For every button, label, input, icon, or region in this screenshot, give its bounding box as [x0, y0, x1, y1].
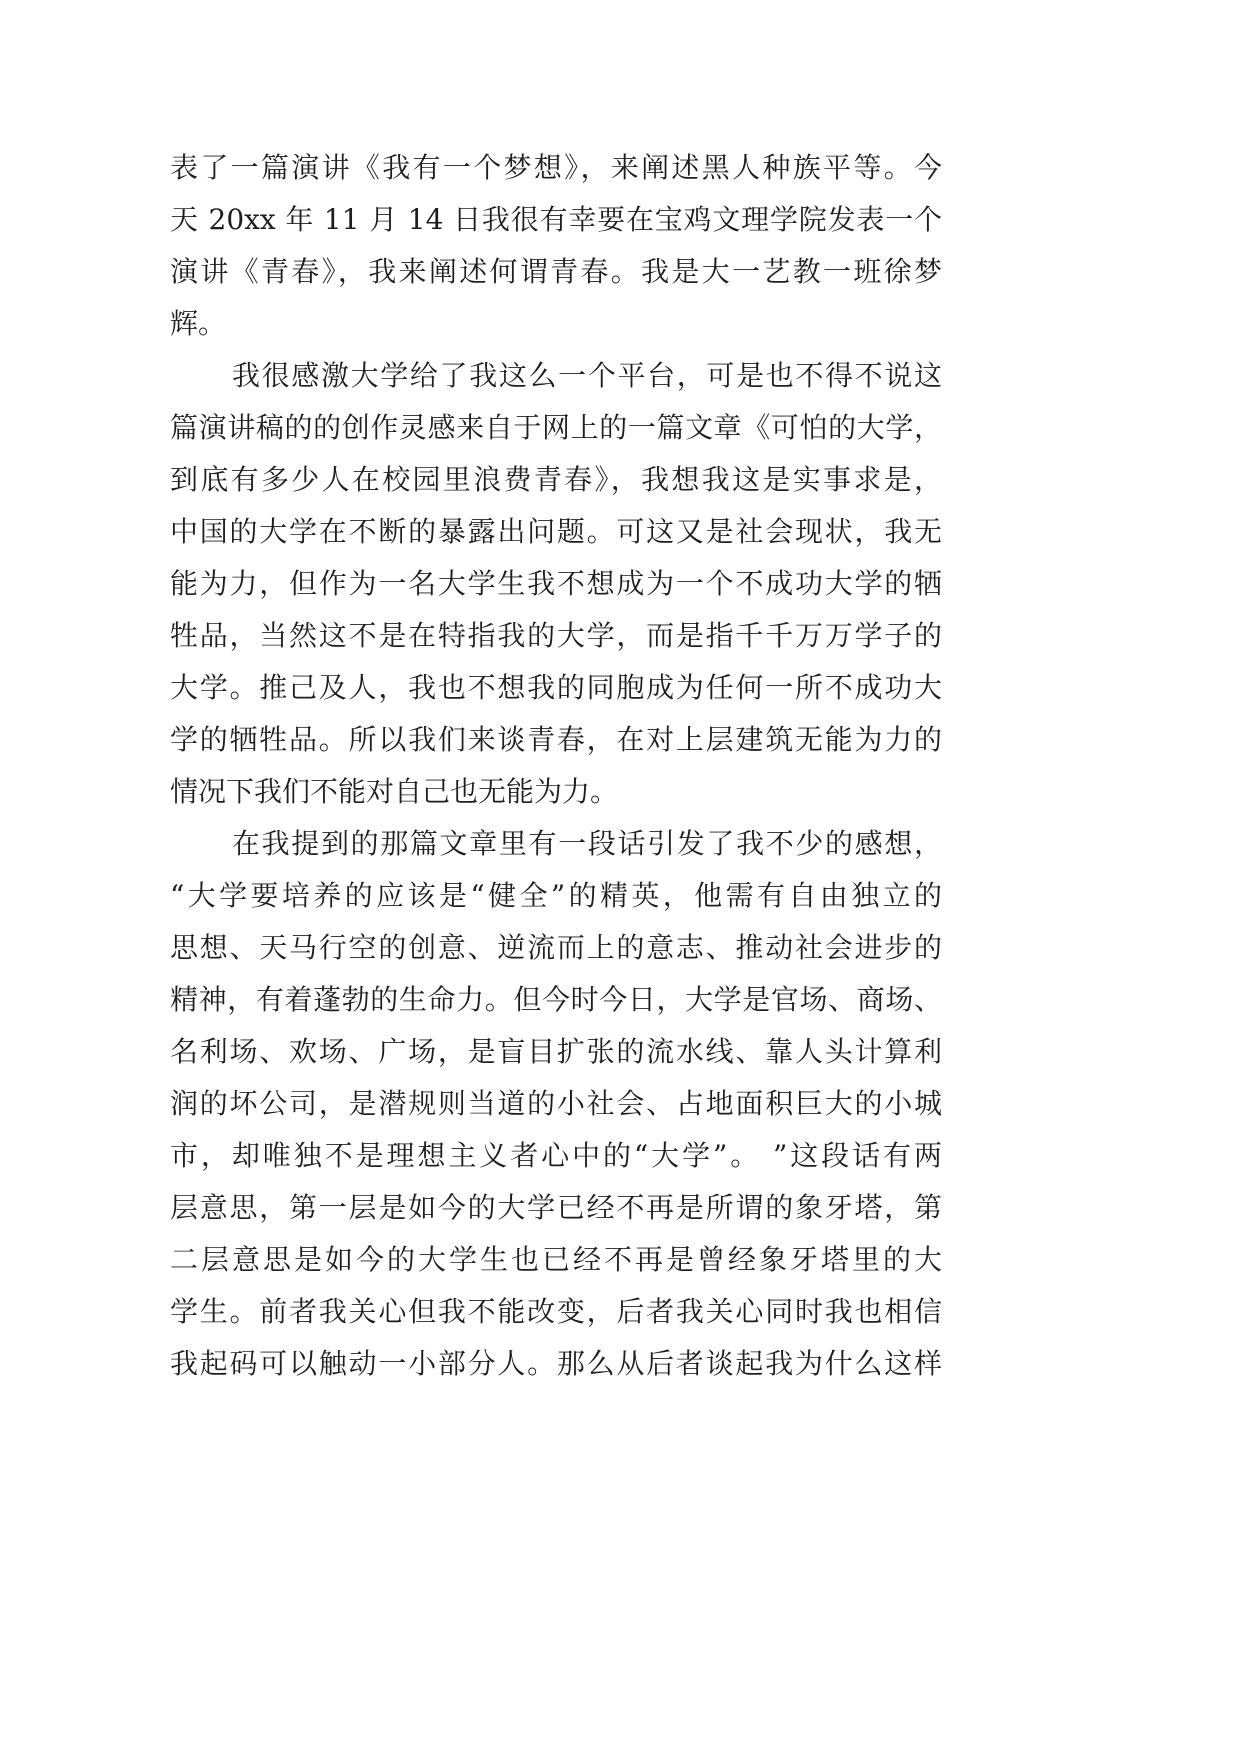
text-line: 名利场、欢场、广场，是盲目扩张的流水线、靠人头计算利 [170, 1035, 942, 1068]
text-line: 牲品，当然这不是在特指我的大学，而是指千千万万学子的 [170, 619, 942, 652]
text-line: 层意思，第一层是如今的大学已经不再是所谓的象牙塔，第 [170, 1191, 942, 1224]
text-line: 精神，有着蓬勃的生命力。但今时今日，大学是官场、商场、 [170, 983, 942, 1016]
text-line: 篇演讲稿的的创作灵感来自于网上的一篇文章《可怕的大学， [170, 411, 942, 444]
text-line: 辉。 [170, 307, 227, 340]
text-line: 我起码可以触动一小部分人。那么从后者谈起我为什么这样 [170, 1347, 942, 1380]
text-line: 情况下我们不能对自己也无能为力。 [170, 775, 619, 808]
text-line: 天 20xx 年 11 月 14 日我很有幸要在宝鸡文理学院发表一个 [170, 203, 942, 236]
text-line: 到底有多少人在校园里浪费青春》，我想我这是实事求是， [170, 463, 942, 496]
document-body [170, 142, 942, 1390]
text-line: 能为力，但作为一名大学生我不想成为一个不成功大学的牺 [170, 567, 942, 600]
text-line: 市，却唯独不是理想主义者心中的“大学”。 ”这段话有两 [170, 1139, 942, 1172]
text-line: 润的坏公司，是潜规则当道的小社会、占地面积巨大的小城 [170, 1087, 942, 1120]
text-line: “大学要培养的应该是“健全”的精英，他需有自由独立的 [170, 879, 942, 912]
text-line: 表了一篇演讲《我有一个梦想》，来阐述黑人种族平等。今 [170, 151, 942, 184]
text-line: 思想、天马行空的创意、逆流而上的意志、推动社会进步的 [170, 931, 942, 964]
text-line: 学的牺牲品。所以我们来谈青春，在对上层建筑无能为力的 [170, 723, 942, 756]
paragraph-3 [170, 818, 942, 1390]
text-line: 中国的大学在不断的暴露出问题。可这又是社会现状，我无 [170, 515, 942, 548]
text-line: 学生。前者我关心但我不能改变，后者我关心同时我也相信 [170, 1295, 942, 1328]
text-line: 二层意思是如今的大学生也已经不再是曾经象牙塔里的大 [170, 1243, 942, 1276]
text-line: 大学。推己及人，我也不想我的同胞成为任何一所不成功大 [170, 671, 942, 704]
paragraph-2 [170, 350, 942, 818]
text-line: 演讲《青春》，我来阐述何谓青春。我是大一艺教一班徐梦 [170, 255, 942, 288]
text-line: 我很感激大学给了我这么一个平台，可是也不得不说这 [232, 359, 942, 392]
paragraph-1 [170, 142, 942, 350]
text-line: 在我提到的那篇文章里有一段话引发了我不少的感想， [232, 827, 942, 860]
